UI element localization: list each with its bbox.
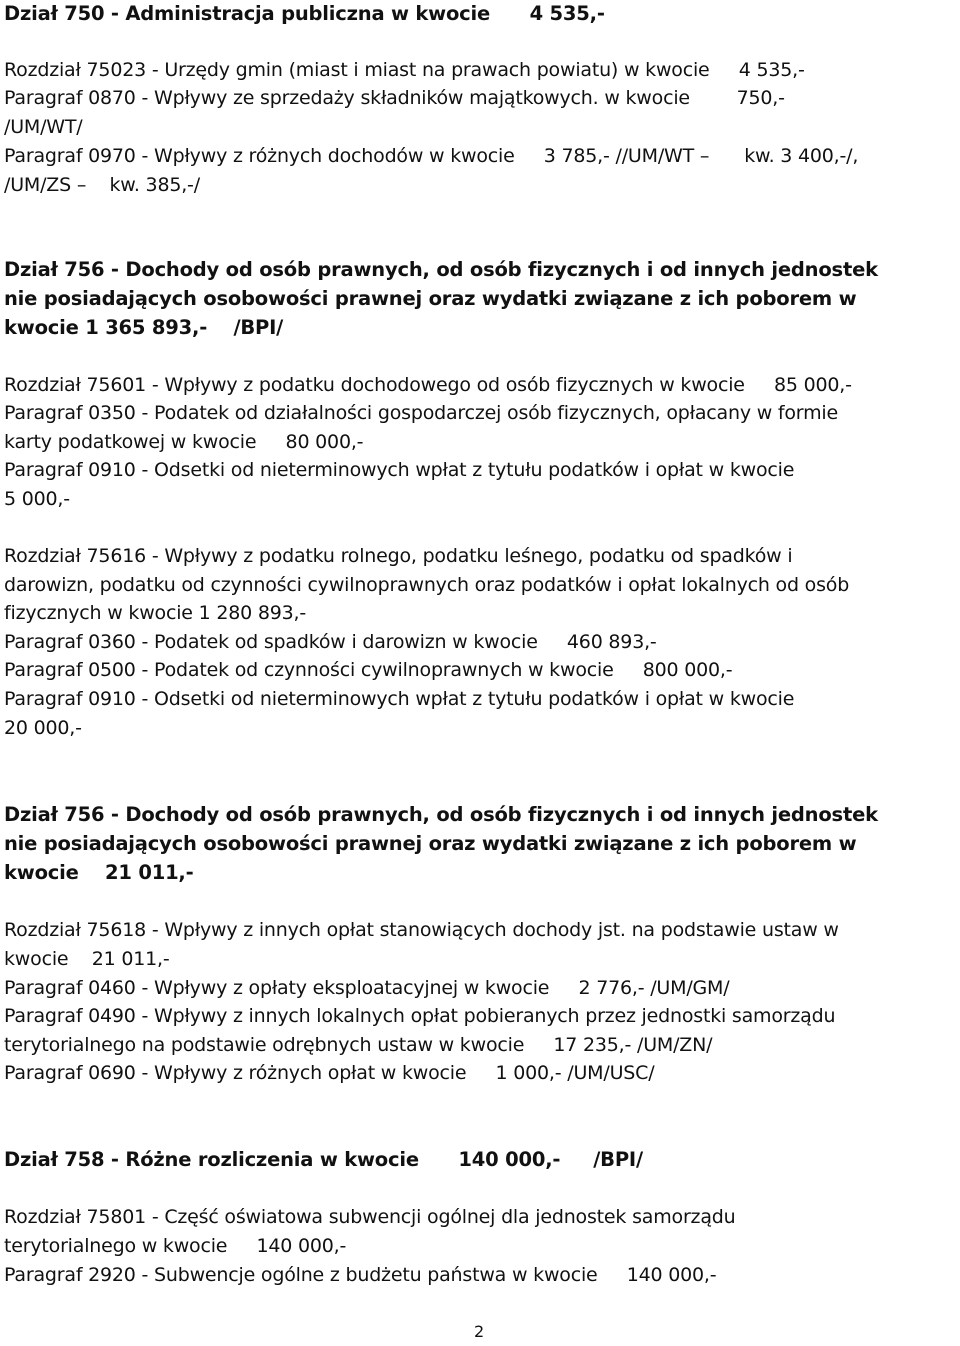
text-line: Paragraf 0460 - Wpływy z opłaty eksploatacyjnej w kwocie 2 776,- /UM/GM/: [4, 977, 730, 999]
section-heading: Dział 756 - Dochody od osób prawnych, od osób fizycznych i od innych jednostek: [4, 258, 878, 281]
text-line: Paragraf 0870 - Wpływy ze sprzedaży składników majątkowych. w kwocie 750,-: [4, 87, 785, 109]
text-line: Rozdział 75801 - Część oświatowa subwencji ogólnej dla jednostek samorządu: [4, 1206, 736, 1228]
text-line: Rozdział 75616 - Wpływy z podatku rolnego, podatku leśnego, podatku od spadków i: [4, 545, 793, 567]
text-line: terytorialnego na podstawie odrębnych ustaw w kwocie 17 235,- /UM/ZN/: [4, 1034, 713, 1056]
text-line: 20 000,-: [4, 717, 82, 739]
text-line: kwocie 21 011,-: [4, 948, 170, 970]
text-line: Paragraf 0910 - Odsetki od nieterminowych wpłat z tytułu podatków i opłat w kwocie: [4, 459, 795, 481]
text-line: darowizn, podatku od czynności cywilnoprawnych oraz podatków i opłat lokalnych od osób: [4, 574, 850, 596]
section-heading: Dział 758 - Różne rozliczenia w kwocie 140 000,- /BPI/: [4, 1148, 643, 1171]
text-line: Paragraf 0910 - Odsetki od nieterminowych wpłat z tytułu podatków i opłat w kwocie: [4, 688, 795, 710]
section-heading: Dział 750 - Administracja publiczna w kwocie 4 535,-: [4, 2, 605, 25]
text-line: Paragraf 0970 - Wpływy z różnych dochodów w kwocie 3 785,- //UM/WT – kw. 3 400,-/,: [4, 145, 859, 167]
text-line: Paragraf 0500 - Podatek od czynności cywilnoprawnych w kwocie 800 000,-: [4, 659, 733, 681]
section-heading: kwocie 21 011,-: [4, 861, 194, 884]
text-line: fizycznych w kwocie 1 280 893,-: [4, 602, 307, 624]
text-line: /UM/WT/: [4, 116, 83, 138]
text-line: Rozdział 75023 - Urzędy gmin (miast i miast na prawach powiatu) w kwocie 4 535,-: [4, 59, 805, 81]
text-line: Paragraf 0490 - Wpływy z innych lokalnych opłat pobieranych przez jednostki samorządu: [4, 1005, 836, 1027]
text-line: Paragraf 0690 - Wpływy z różnych opłat w kwocie 1 000,- /UM/USC/: [4, 1062, 655, 1084]
text-line: Paragraf 0360 - Podatek od spadków i darowizn w kwocie 460 893,-: [4, 631, 657, 653]
text-line: Paragraf 0350 - Podatek od działalności gospodarczej osób fizycznych, opłacany w formie: [4, 402, 838, 424]
section-heading: nie posiadających osobowości prawnej oraz wydatki związane z ich poborem w: [4, 287, 857, 310]
text-line: terytorialnego w kwocie 140 000,-: [4, 1235, 347, 1257]
text-line: /UM/ZS – kw. 385,-/: [4, 174, 200, 196]
section-heading: Dział 756 - Dochody od osób prawnych, od osób fizycznych i od innych jednostek: [4, 803, 878, 826]
text-line: Paragraf 2920 - Subwencje ogólne z budżetu państwa w kwocie 140 000,-: [4, 1264, 717, 1286]
page-number: 2: [474, 1322, 485, 1341]
text-line: Rozdział 75601 - Wpływy z podatku dochodowego od osób fizycznych w kwocie 85 000,-: [4, 374, 852, 396]
text-line: Rozdział 75618 - Wpływy z innych opłat stanowiących dochody jst. na podstawie ustaw w: [4, 919, 839, 941]
text-line: karty podatkowej w kwocie 80 000,-: [4, 431, 364, 453]
text-line: 5 000,-: [4, 488, 70, 510]
section-heading: kwocie 1 365 893,- /BPI/: [4, 316, 284, 339]
section-heading: nie posiadających osobowości prawnej oraz wydatki związane z ich poborem w: [4, 832, 857, 855]
